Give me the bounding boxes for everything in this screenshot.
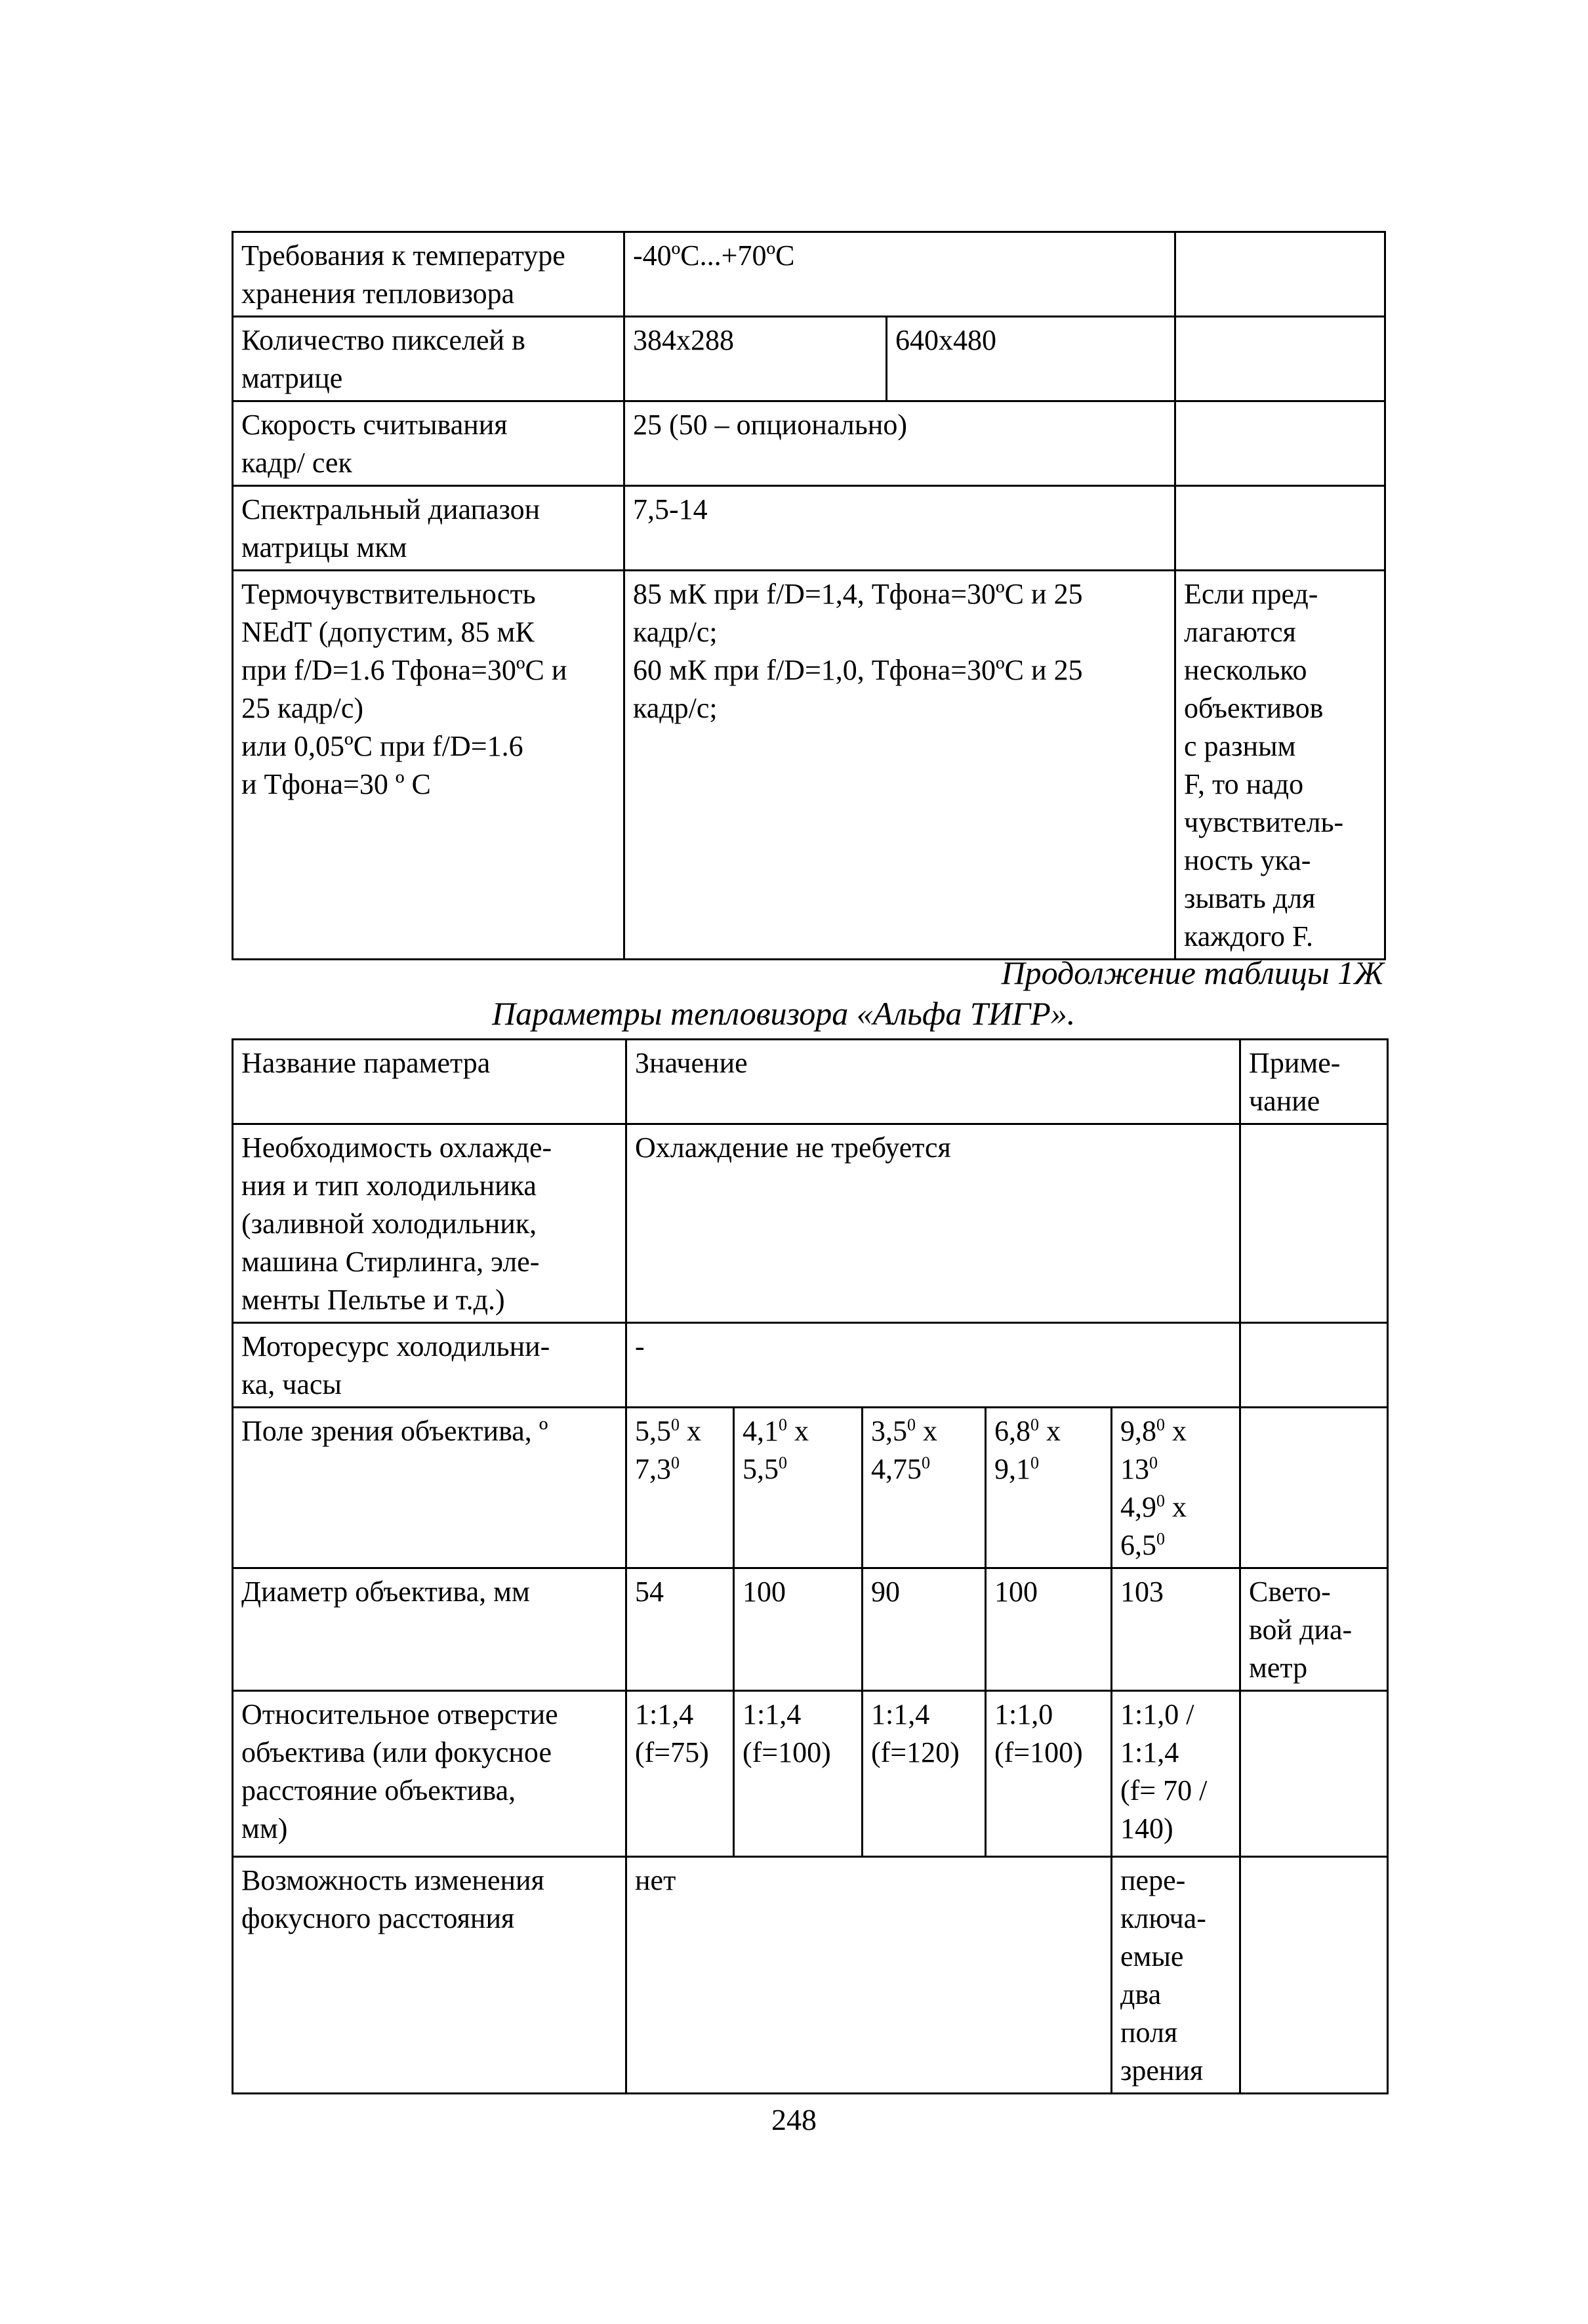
note-cell: Свето- вой диа- метр [1240,1568,1388,1691]
value-cell: 54 [626,1568,734,1691]
fov-angle: 4,75 [871,1453,922,1485]
note-cell [1175,401,1385,486]
param-cell: Требования к температуре хранения тепловизора [233,232,624,317]
value-cell: 25 (50 – опционально) [624,401,1175,486]
fov-times: х [1165,1491,1187,1523]
note-cell [1175,317,1385,401]
header-value: Значение [626,1040,1240,1124]
degree-mark: 0 [1156,1415,1165,1435]
value-cell: 7,5-14 [624,486,1175,571]
degree-mark: 0 [922,1453,930,1473]
note-cell [1240,1408,1388,1568]
fov-line [994,1412,1103,1450]
fov-line [994,1450,1103,1488]
value-cell: 1:1,0 / 1:1,4 (f= 70 / 140) [1112,1691,1240,1857]
degree-mark: 0 [1030,1453,1039,1473]
value-cell: 1:1,4 (f=100) [734,1691,863,1857]
degree-mark: 0 [907,1415,916,1435]
param-cell: Относительное отверстие объектива (или фокусное расстояние объектива, мм) [233,1691,626,1857]
note-cell [1175,232,1385,317]
value-cell: -40ºC...+70ºC [624,232,1175,317]
fov-line [1120,1488,1231,1526]
fov-line [743,1412,853,1450]
thermal-params-table-top [232,231,1386,960]
fov-times: х [1039,1415,1061,1447]
note-cell [1175,486,1385,571]
fov-angle: 6,5 [1120,1529,1156,1561]
value-cell: нет [626,1857,1112,2094]
param-cell: Необходимость охлажде- ния и тип холодильника (заливной холодильник, машина Стирлинга, эле- менты Пельтье и т.д.) [233,1124,626,1323]
value-cell: 1:1,4 (f=75) [626,1691,734,1857]
fov-times: х [1165,1415,1187,1447]
fov-line [635,1450,725,1488]
note-cell [1240,1323,1388,1408]
fov-line [871,1412,977,1450]
value-cell: 100 [986,1568,1112,1691]
note-cell [1240,1124,1388,1323]
value-cell: 85 мК при f/D=1,4, Тфона=30ºC и 25 кадр/с; 60 мК при f/D=1,0, Тфона=30ºC и 25 кадр/с; [624,571,1175,960]
param-cell: Диаметр объектива, мм [233,1568,626,1691]
fov-angle: 6,8 [994,1415,1030,1447]
value-cell: 384х288 [624,317,887,401]
fov-line [1120,1412,1231,1450]
fov-times: х [916,1415,937,1447]
degree-mark: 0 [779,1415,787,1435]
fov-cell [986,1408,1112,1568]
param-cell: Скорость считывания кадр/ сек [233,401,624,486]
note-cell [1240,1857,1388,2094]
degree-mark: 0 [671,1415,680,1435]
value-cell: Охлаждение не требуется [626,1124,1240,1323]
value-cell: 103 [1112,1568,1240,1691]
header-param: Название параметра [233,1040,626,1124]
fov-angle: 7,3 [635,1453,671,1485]
degree-mark: 0 [1030,1415,1039,1435]
param-cell: Возможность изменения фокусного расстояния [233,1857,626,2094]
header-note: Приме- чание [1240,1040,1388,1124]
fov-angle: 13 [1120,1453,1149,1485]
fov-angle: 9,8 [1120,1415,1156,1447]
param-cell: Термочувствительность NEdT (допустим, 85 мК при f/D=1.6 Тфона=30ºC и 25 кадр/с) или 0,05ºC при f/D=1.6 и Тфона=30 º С [233,571,624,960]
fov-angle: 5,5 [743,1453,779,1485]
degree-mark: 0 [1156,1491,1165,1511]
fov-times: х [680,1415,701,1447]
fov-cell [863,1408,986,1568]
alfa-tigr-params-table [232,1038,1389,2094]
table-title: Параметры тепловизора «Альфа ТИГР». [492,995,1076,1032]
note-cell [1240,1691,1388,1857]
fov-cell [1112,1408,1240,1568]
page-number: 248 [771,2103,817,2136]
value-cell: - [626,1323,1240,1408]
param-cell: Поле зрения объектива, º [233,1408,626,1568]
degree-mark: 0 [779,1453,787,1473]
fov-cell [626,1408,734,1568]
fov-angle: 5,5 [635,1415,671,1447]
value-cell: 1:1,4 (f=120) [863,1691,986,1857]
fov-times: х [787,1415,809,1447]
fov-angle: 3,5 [871,1415,907,1447]
fov-angle: 9,1 [994,1453,1030,1485]
fov-angle: 4,1 [743,1415,779,1447]
value-cell: 100 [734,1568,863,1691]
note-cell: Если пред- лагаются несколько объективов с разным F, то надо чувствитель- ность ука- зывать для каждого F. [1175,571,1385,960]
param-cell: Моторесурс холодильни- ка, часы [233,1323,626,1408]
degree-mark: 0 [1156,1529,1165,1549]
fov-angle: 4,9 [1120,1491,1156,1523]
fov-cell [734,1408,863,1568]
fov-line [743,1450,853,1488]
fov-line [1120,1526,1231,1564]
value-cell: 640х480 [887,317,1175,401]
degree-mark: 0 [671,1453,680,1473]
value-cell: пере- ключа- емые два поля зрения [1112,1857,1240,2094]
fov-line [635,1412,725,1450]
value-cell: 90 [863,1568,986,1691]
table-continuation-caption: Продолжение таблицы 1Ж [1001,954,1384,991]
fov-line [1120,1450,1231,1488]
degree-mark: 0 [1149,1453,1158,1473]
value-cell: 1:1,0 (f=100) [986,1691,1112,1857]
param-cell: Спектральный диапазон матрицы мкм [233,486,624,571]
param-cell: Количество пикселей в матрице [233,317,624,401]
fov-line [871,1450,977,1488]
